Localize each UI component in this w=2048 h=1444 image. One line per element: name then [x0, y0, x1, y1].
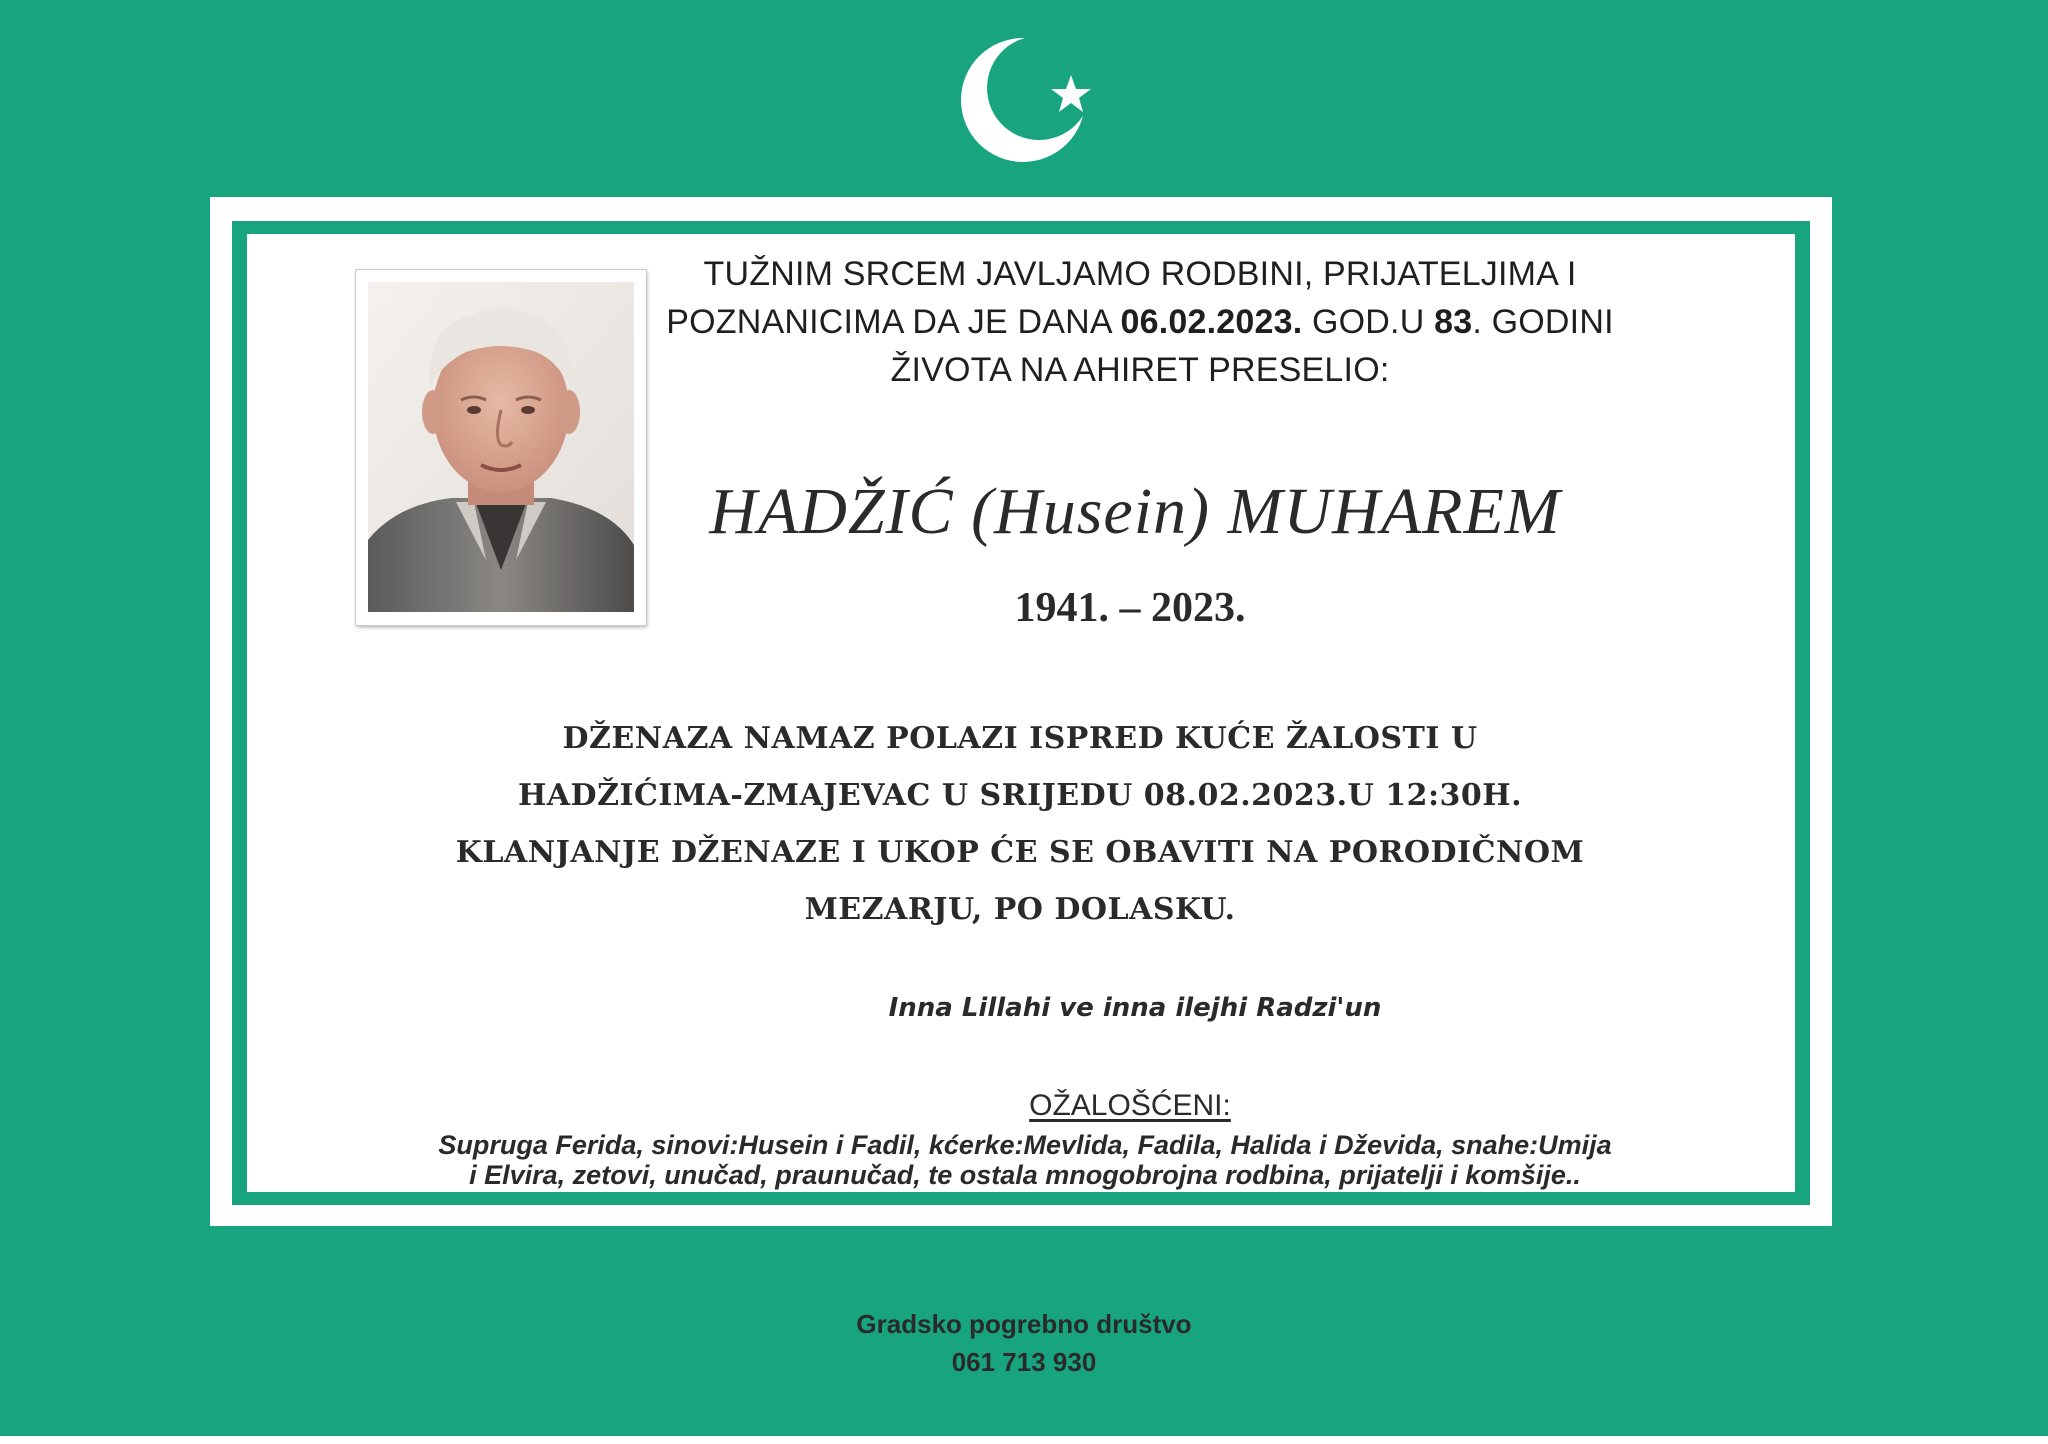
portrait-photo	[356, 270, 646, 625]
announcement-intro	[640, 250, 1640, 394]
funeral-home-name: Gradsko pogrebno društvo	[856, 1309, 1192, 1339]
mourners-list	[320, 1130, 1730, 1190]
deceased-name: HADŽIĆ (Husein) MUHAREM	[709, 475, 1561, 548]
prayer-phrase: Inna Lillahi ve inna ilejhi Radzi'un	[888, 993, 1382, 1023]
age: 83	[1434, 303, 1473, 341]
intro-line-1: TUŽNIM SRCEM JAVLJAMO RODBINI, PRIJATELJIMA I	[703, 255, 1577, 293]
intro-line-2: POZNANICIMA DA JE DANA 06.02.2023. GOD.U 83. GODINI	[666, 303, 1614, 341]
funeral-home-phone: 061 713 930	[951, 1347, 1097, 1377]
funeral-line-1: DŽENAZA NAMAZ POLAZI ISPRED KUĆE ŽALOSTI U	[562, 721, 1478, 756]
funeral-line-3: KLANJANJE DŽENAZE I UKOP ĆE SE OBAVITI NA PORODIČNOM	[455, 835, 1585, 870]
funeral-home-footer	[724, 1305, 1324, 1381]
mourners-line-1: Supruga Ferida, sinovi:Husein i Fadil, kćerke:Mevlida, Fadila, Halida i Dževida, snahe:Umija	[438, 1130, 1612, 1160]
mourners-line-2: i Elvira, zetovi, unučad, praunučad, te ostala mnogobrojna rodbina, prijatelji i komšije..	[469, 1160, 1581, 1190]
intro-line-3: ŽIVOTA NA AHIRET PRESELIO:	[890, 351, 1390, 389]
funeral-details	[330, 710, 1710, 938]
death-date: 06.02.2023.	[1120, 303, 1303, 341]
mourners-title: OŽALOŠĆENI:	[1029, 1089, 1231, 1122]
funeral-line-4: MEZARJU, PO DOLASKU.	[804, 892, 1236, 927]
life-years: 1941. – 2023.	[1014, 585, 1246, 631]
funeral-line-2: HADŽIĆIMA-ZMAJEVAC U SRIJEDU 08.02.2023.U 12:30H.	[517, 778, 1523, 813]
crescent-and-star-icon	[955, 30, 1095, 170]
